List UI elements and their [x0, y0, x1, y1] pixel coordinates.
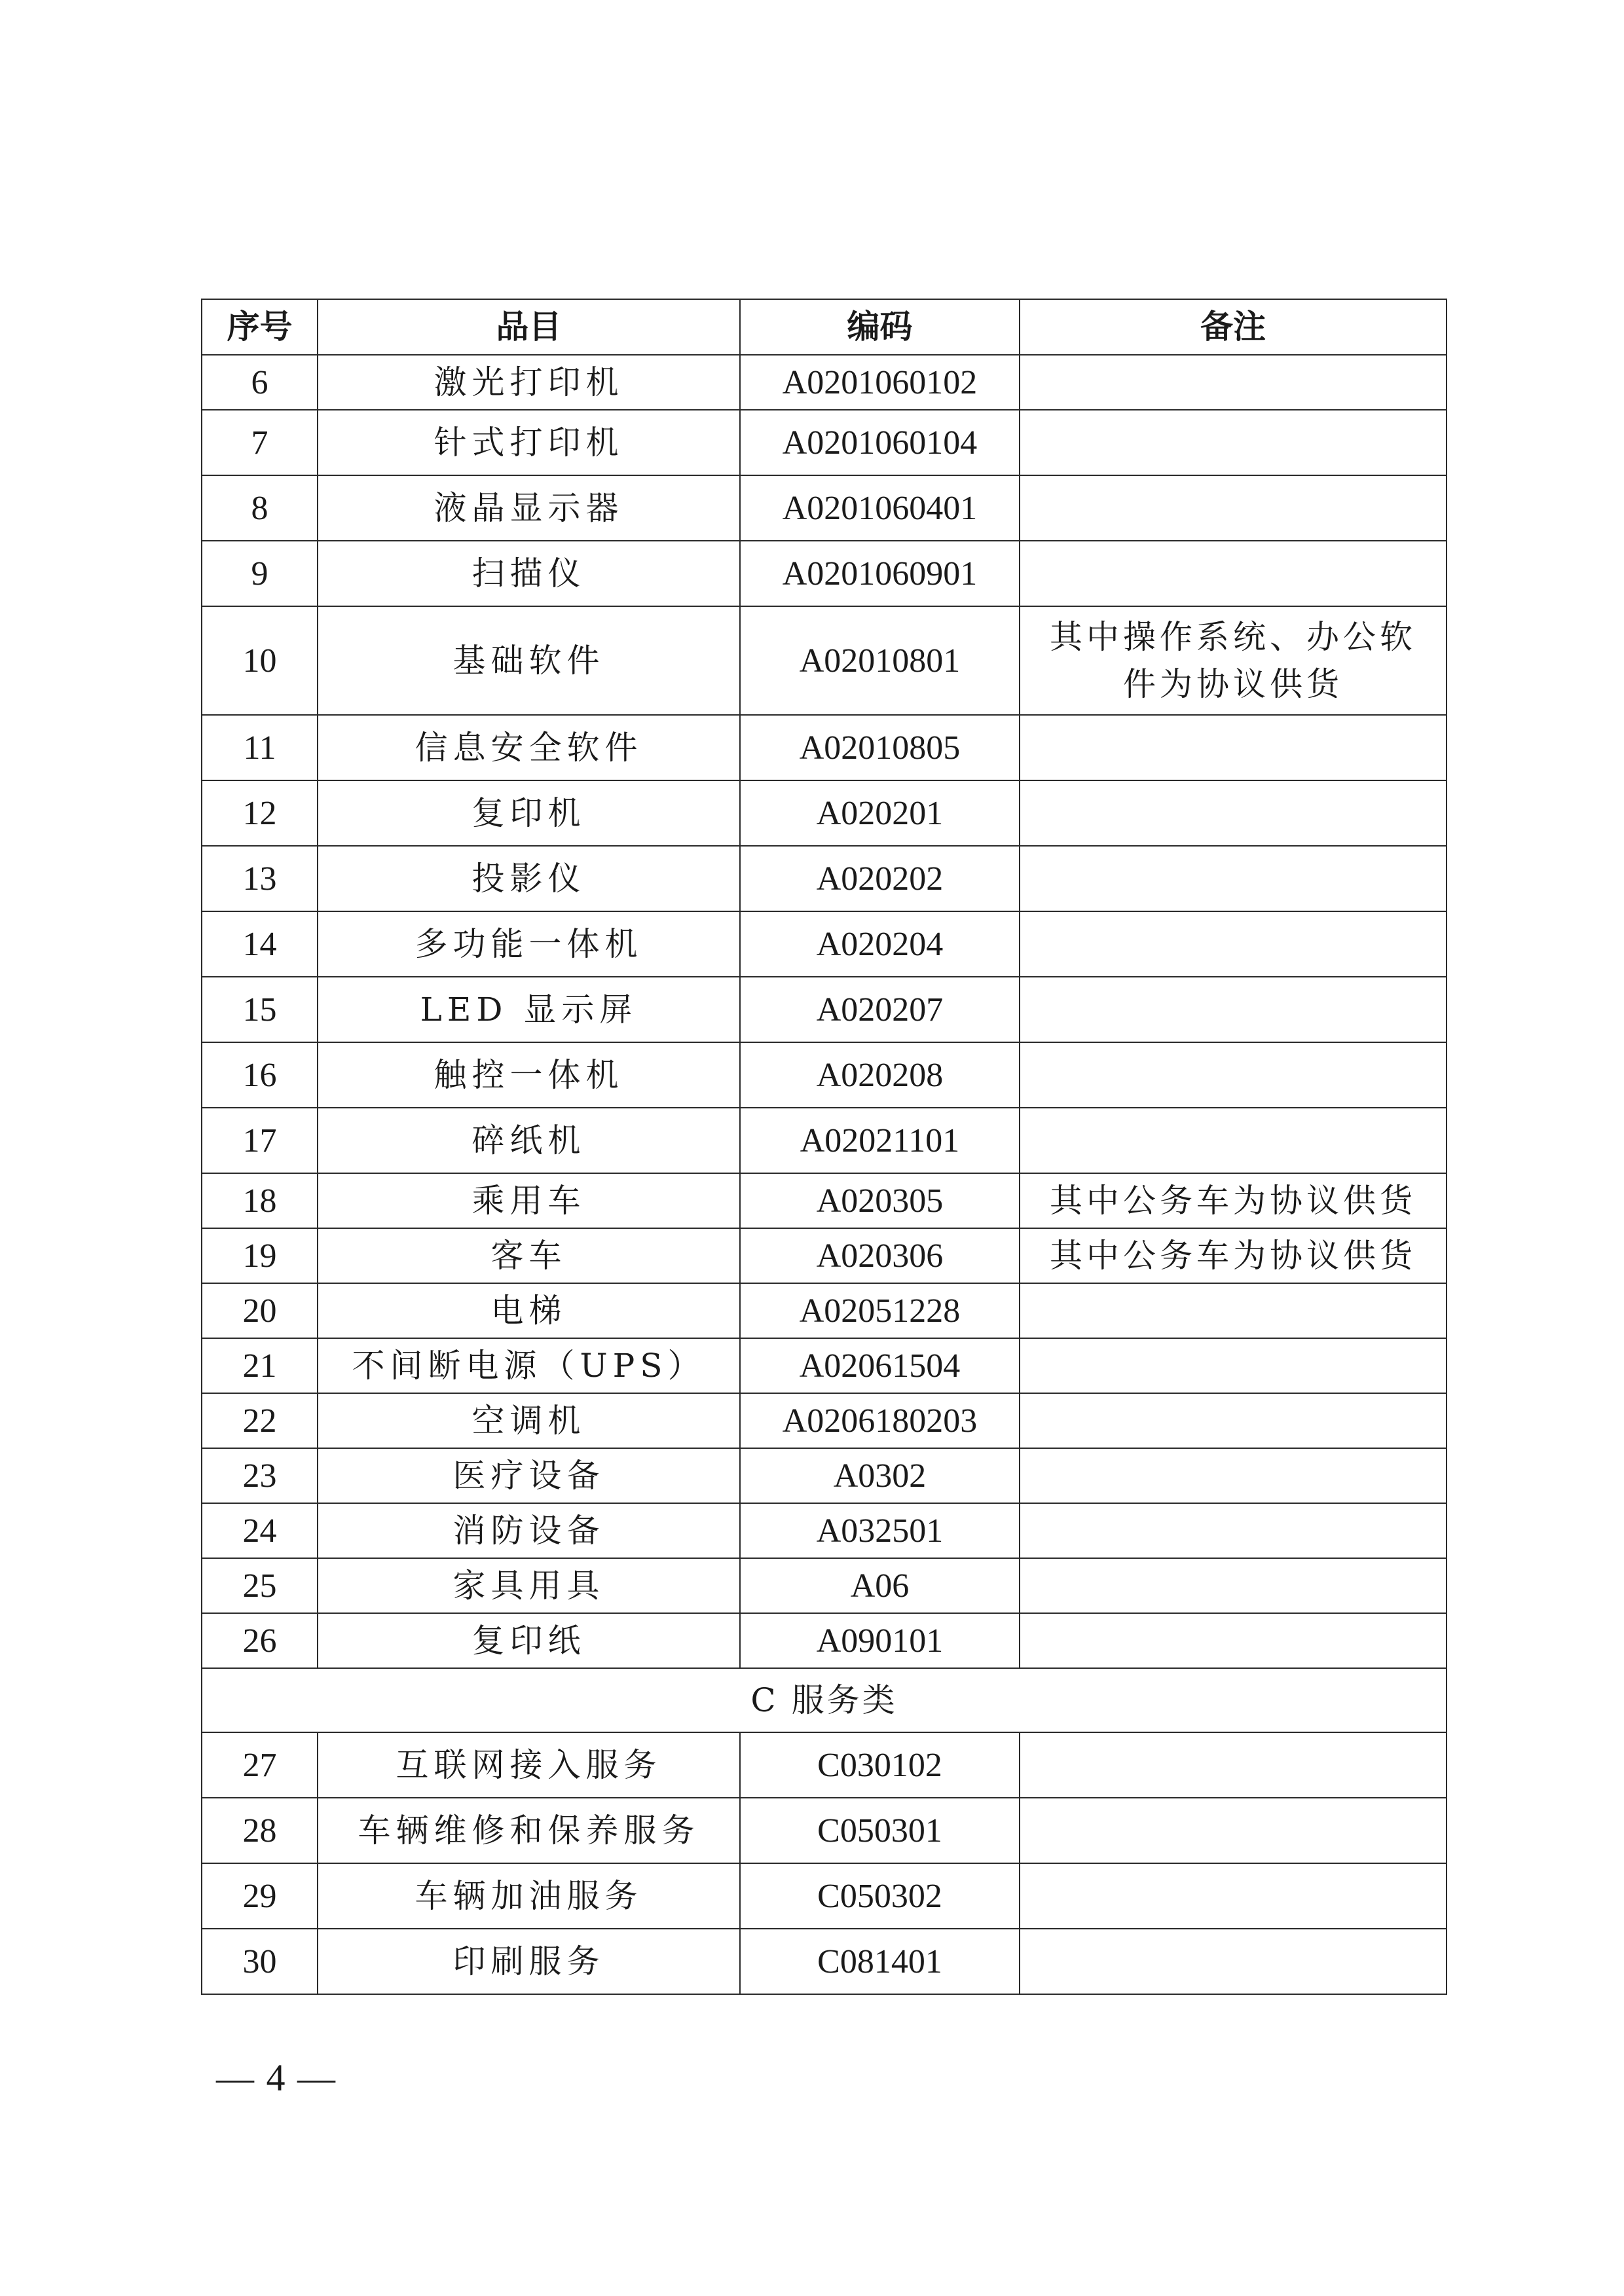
cell-code: C081401 [740, 1929, 1020, 1994]
cell-seq: 25 [202, 1558, 318, 1613]
cell-note [1020, 541, 1447, 606]
cell-item: 车辆维修和保养服务 [318, 1798, 740, 1863]
header-note: 备注 [1020, 299, 1447, 355]
cell-code: A0201060901 [740, 541, 1020, 606]
cell-item: 医疗设备 [318, 1448, 740, 1503]
cell-note [1020, 846, 1447, 911]
cell-code: A020207 [740, 977, 1020, 1042]
table-row [202, 1042, 1447, 1108]
cell-note [1020, 1558, 1447, 1613]
header-seq: 序号 [202, 299, 318, 355]
table-row [202, 355, 1447, 410]
cell-seq: 8 [202, 475, 318, 541]
cell-note [1020, 1929, 1447, 1994]
cell-item: 碎纸机 [318, 1108, 740, 1173]
cell-code: A02061504 [740, 1338, 1020, 1393]
cell-note [1020, 1863, 1447, 1929]
cell-note [1020, 715, 1447, 780]
cell-code: A02010805 [740, 715, 1020, 780]
cell-code: A020201 [740, 780, 1020, 846]
cell-item: 电梯 [318, 1283, 740, 1338]
cell-code: C030102 [740, 1732, 1020, 1798]
cell-seq: 15 [202, 977, 318, 1042]
header-code: 编码 [740, 299, 1020, 355]
table-row [202, 911, 1447, 977]
cell-seq: 19 [202, 1228, 318, 1283]
table-row [202, 1558, 1447, 1613]
cell-item: 不间断电源（UPS） [318, 1338, 740, 1393]
cell-seq: 28 [202, 1798, 318, 1863]
cell-seq: 9 [202, 541, 318, 606]
cell-code: A02051228 [740, 1283, 1020, 1338]
procurement-catalog-table [201, 299, 1447, 1995]
cell-code: A0201060104 [740, 410, 1020, 475]
cell-seq: 20 [202, 1283, 318, 1338]
table-row [202, 1338, 1447, 1393]
table-row [202, 410, 1447, 475]
cell-note [1020, 606, 1447, 715]
cell-seq: 26 [202, 1613, 318, 1668]
cell-item: 投影仪 [318, 846, 740, 911]
cell-seq: 7 [202, 410, 318, 475]
cell-seq: 23 [202, 1448, 318, 1503]
cell-note [1020, 1732, 1447, 1798]
cell-code: A0302 [740, 1448, 1020, 1503]
table-row [202, 715, 1447, 780]
cell-seq: 29 [202, 1863, 318, 1929]
cell-seq: 27 [202, 1732, 318, 1798]
header-item: 品目 [318, 299, 740, 355]
cell-code: A032501 [740, 1503, 1020, 1558]
cell-note [1020, 1338, 1447, 1393]
cell-code: A090101 [740, 1613, 1020, 1668]
cell-seq: 10 [202, 606, 318, 715]
cell-seq: 11 [202, 715, 318, 780]
cell-code: A020306 [740, 1228, 1020, 1283]
table-row [202, 1732, 1447, 1798]
cell-note [1020, 355, 1447, 410]
table-row [202, 1283, 1447, 1338]
cell-seq: 30 [202, 1929, 318, 1994]
table-row [202, 1393, 1447, 1448]
cell-item: LED 显示屏 [318, 977, 740, 1042]
cell-item: 乘用车 [318, 1173, 740, 1228]
table-row [202, 606, 1447, 715]
table-row [202, 1613, 1447, 1668]
cell-item: 复印纸 [318, 1613, 740, 1668]
section-title: C 服务类 [202, 1668, 1447, 1732]
cell-note [1020, 1613, 1447, 1668]
cell-code: C050302 [740, 1863, 1020, 1929]
cell-item: 信息安全软件 [318, 715, 740, 780]
table-header-row [202, 299, 1447, 355]
cell-item: 空调机 [318, 1393, 740, 1448]
table-row [202, 1228, 1447, 1283]
cell-item: 印刷服务 [318, 1929, 740, 1994]
table-row [202, 846, 1447, 911]
cell-note [1020, 1798, 1447, 1863]
cell-note: 其中公务车为协议供货 [1020, 1228, 1447, 1283]
table-row [202, 1503, 1447, 1558]
cell-note [1020, 1108, 1447, 1173]
cell-item: 基础软件 [318, 606, 740, 715]
cell-seq: 17 [202, 1108, 318, 1173]
cell-seq: 12 [202, 780, 318, 846]
table-row [202, 780, 1447, 846]
cell-note [1020, 410, 1447, 475]
cell-note [1020, 911, 1447, 977]
table-row [202, 475, 1447, 541]
cell-item: 液晶显示器 [318, 475, 740, 541]
cell-note [1020, 977, 1447, 1042]
cell-item: 客车 [318, 1228, 740, 1283]
cell-item: 互联网接入服务 [318, 1732, 740, 1798]
cell-seq: 24 [202, 1503, 318, 1558]
cell-code: A02010801 [740, 606, 1020, 715]
cell-seq: 6 [202, 355, 318, 410]
cell-code: A0201060102 [740, 355, 1020, 410]
cell-item: 针式打印机 [318, 410, 740, 475]
table-row [202, 1863, 1447, 1929]
cell-item: 扫描仪 [318, 541, 740, 606]
cell-seq: 13 [202, 846, 318, 911]
table-row [202, 1108, 1447, 1173]
section-row-services [202, 1668, 1447, 1732]
table-row [202, 1798, 1447, 1863]
cell-code: A0201060401 [740, 475, 1020, 541]
cell-note [1020, 1393, 1447, 1448]
cell-seq: 18 [202, 1173, 318, 1228]
cell-item: 多功能一体机 [318, 911, 740, 977]
note-line: 件为协议供货 [1123, 665, 1343, 703]
procurement-catalog-table-wrapper [201, 299, 1446, 1995]
cell-item: 触控一体机 [318, 1042, 740, 1108]
cell-item: 复印机 [318, 780, 740, 846]
cell-code: A06 [740, 1558, 1020, 1613]
cell-item: 激光打印机 [318, 355, 740, 410]
cell-item: 消防设备 [318, 1503, 740, 1558]
cell-code: A0206180203 [740, 1393, 1020, 1448]
cell-code: A02021101 [740, 1108, 1020, 1173]
cell-seq: 22 [202, 1393, 318, 1448]
table-row [202, 977, 1447, 1042]
page-number: — 4 — [216, 2056, 337, 2099]
note-line: 其中操作系统、办公软 [1050, 617, 1416, 656]
table-row [202, 1448, 1447, 1503]
cell-note [1020, 1283, 1447, 1338]
table-row [202, 541, 1447, 606]
cell-item: 车辆加油服务 [318, 1863, 740, 1929]
cell-note [1020, 1503, 1447, 1558]
cell-seq: 21 [202, 1338, 318, 1393]
cell-seq: 14 [202, 911, 318, 977]
cell-note [1020, 780, 1447, 846]
cell-note [1020, 1448, 1447, 1503]
cell-code: A020208 [740, 1042, 1020, 1108]
cell-code: A020202 [740, 846, 1020, 911]
cell-note [1020, 475, 1447, 541]
cell-code: A020305 [740, 1173, 1020, 1228]
cell-note [1020, 1042, 1447, 1108]
cell-item: 家具用具 [318, 1558, 740, 1613]
cell-code: C050301 [740, 1798, 1020, 1863]
cell-seq: 16 [202, 1042, 318, 1108]
table-row [202, 1929, 1447, 1994]
table-row [202, 1173, 1447, 1228]
cell-note: 其中公务车为协议供货 [1020, 1173, 1447, 1228]
cell-code: A020204 [740, 911, 1020, 977]
